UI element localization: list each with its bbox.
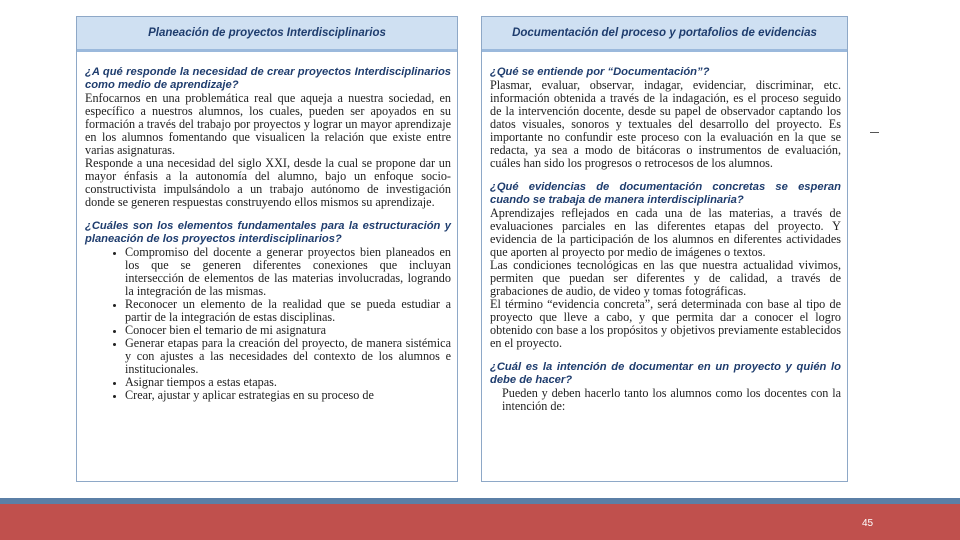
page-number: 45	[862, 518, 874, 529]
list-item: • Asignar tiempos a estas etapas.	[125, 376, 451, 389]
right-panel	[481, 16, 848, 482]
right-question-1: ¿Qué se entiende por “Documentación”?	[490, 66, 710, 78]
list-item: • Compromiso del docente a generar proyectos bien planeados en los que se generen diferentes conexiones que incluyan intersección de elementos de las materias involucradas, logrando la integración de las mismas.	[125, 246, 451, 298]
right-paragraph-3: Las condiciones tecnológicas en las que nuestra actualidad vivimos, permiten que puedan ser diferentes y de calidad, a través de grabaciones de audio, de video y tomas fotográficas.	[490, 258, 841, 298]
left-paragraph-1: Enfocarnos en una problemática real que aqueja a nuestra sociedad, en específico a nuestros alumnos, los cuales, pueden ser apoyados en su formación a través del trabajo por proyectos y lograr un mayor aprendizaje en los alumnos fomentando que visualicen la relación que existe entre varias asignaturas.	[85, 91, 451, 157]
list-item: • Crear, ajustar y aplicar estrategias en su proceso de	[125, 389, 451, 402]
left-panel-title: Planeación de proyectos Interdisciplinarios	[77, 17, 457, 52]
dash-mark	[870, 132, 879, 133]
right-question-2: ¿Qué evidencias de documentación concretas se esperan cuando se trabaja de manera interdisciplinaria?	[490, 181, 841, 206]
right-paragraph-1: Plasmar, evaluar, observar, indagar, evidenciar, discriminar, etc. información obtenida a través de la indagación, es el proceso seguido de la intervención docente, desde su papel de observador captando los datos visuales, sonoros y textuales del desarrollo del proyecto. Es importante no confundir este proceso con la evaluación en la que se redacta, ya sea a modo de bitácoras o instrumentos de evaluación, cuáles han sido los progresos o retrocesos de los alumnos.	[490, 78, 841, 170]
left-question-2: ¿Cuáles son los elementos fundamentales para la estructuración y planeación de los proyectos interdisciplinarios?	[85, 220, 451, 245]
right-panel-title: Documentación del proceso y portafolios de evidencias	[482, 17, 847, 52]
left-paragraph-2: Responde a una necesidad del siglo XXI, desde la cual se propone dar un mayor énfasis a la autonomía del alumno, bajo un enfoque socio-constructivista impulsándolo a un trabajo autónomo de investigación donde se generen respuestas construyendo ellos mismos su aprendizaje.	[85, 156, 451, 209]
right-paragraph-2: Aprendizajes reflejados en cada una de las materias, a través de evaluaciones parciales en las diferentes etapas del proyecto. Y evidencia de la participación de los alumnos en diferentes actividades que aporten al proyecto por medio de imágenes o textos.	[490, 206, 841, 259]
left-panel	[76, 16, 458, 482]
footer-red-band	[0, 504, 960, 540]
list-item: • Conocer bien el temario de mi asignatura	[125, 324, 451, 337]
list-item: • Generar etapas para la creación del proyecto, de manera sistémica y con ajustes a las necesidades del contexto de los alumnos e institucionales.	[125, 337, 451, 376]
elements-list	[85, 246, 451, 402]
right-paragraph-4: El término “evidencia concreta”, será determinada con base al tipo de proyecto que lleve a cabo, y que permita dar a conocer el logro obtenido con base a los propósitos y objetivos previamente establecidos en el proyecto.	[490, 297, 841, 350]
left-question-1: ¿A qué responde la necesidad de crear proyectos Interdisciplinarios como medio de aprendizaje?	[85, 66, 451, 91]
right-paragraph-5: Pueden y deben hacerlo tanto los alumnos como los docentes con la intención de:	[502, 386, 841, 413]
right-question-3: ¿Cuál es la intención de documentar en un proyecto y quién lo debe de hacer?	[490, 361, 841, 386]
list-item: • Reconocer un elemento de la realidad que se pueda estudiar a partir de la integración de estas disciplinas.	[125, 298, 451, 324]
